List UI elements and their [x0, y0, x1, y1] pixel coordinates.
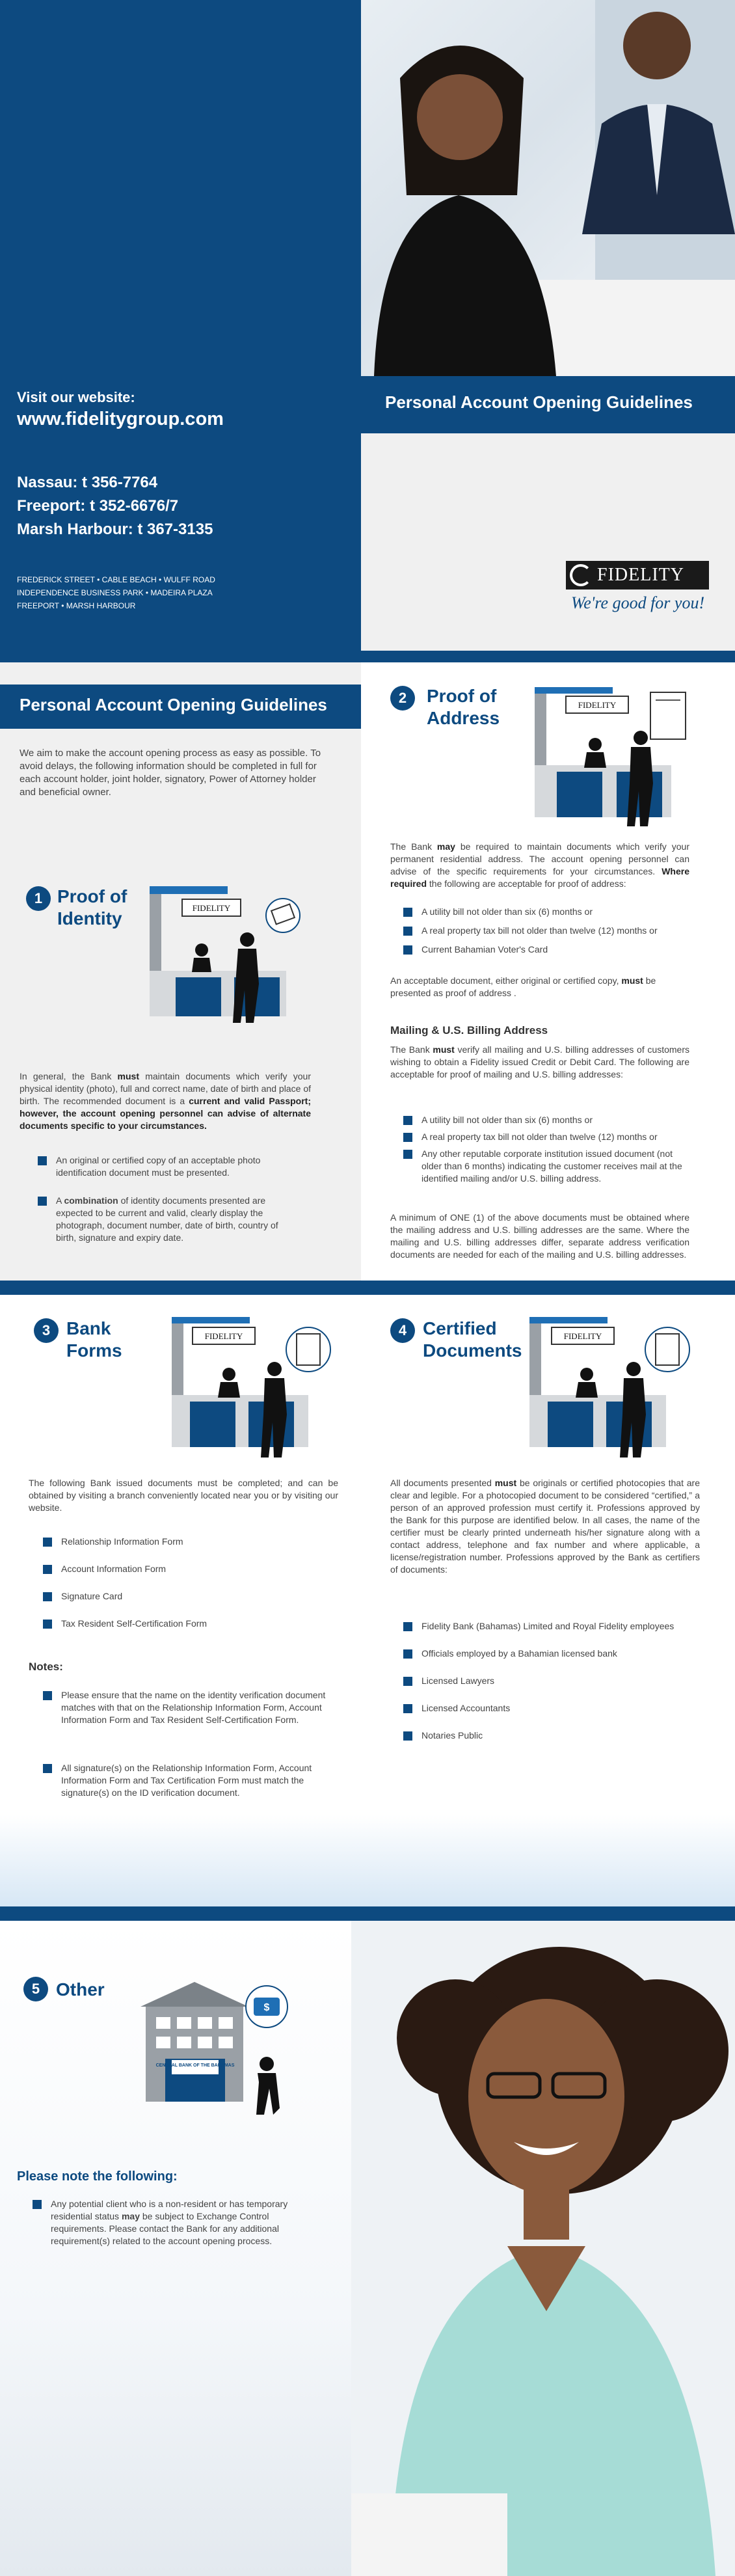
address-bullet-1 [403, 906, 689, 918]
bullet-square [43, 1538, 52, 1547]
bullet-square [38, 1197, 47, 1206]
cover-right-panel [361, 433, 735, 651]
other-note [33, 2198, 319, 2247]
address-text-where: Where required [390, 866, 689, 889]
bullet-square [43, 1565, 52, 1574]
address-accept-must: must [621, 975, 643, 986]
identity-text-must: must [117, 1071, 139, 1081]
svg-text:FIDELITY: FIDELITY [204, 1331, 243, 1341]
other-note-c: be subject to Exchange Control requirements. Please contact the Bank for any additional requirement(s) related to the account opening process. [51, 2211, 279, 2246]
address-line-3: FREEPORT • MARSH HARBOUR [17, 601, 136, 610]
intro-title: Personal Account Opening Guidelines [20, 695, 327, 714]
mailing-text [390, 1044, 689, 1081]
address-accept-c: be presented as proof of address . [390, 975, 656, 998]
bullet-square [403, 1677, 412, 1686]
address-text-may: may [436, 841, 455, 852]
other-note-title: Please note the following: [17, 2169, 178, 2184]
cover-left-panel [0, 0, 361, 651]
forms-bullet-2-text: Account Information Form [61, 1564, 167, 1574]
bullet-square [38, 1156, 47, 1165]
bullet-square [403, 1133, 412, 1142]
bullet-square [43, 1691, 52, 1700]
certified-bullet-1-text: Fidelity Bank (Bahamas) Limited and Royal Fidelity employees [421, 1621, 675, 1631]
mailing-text-must: must [433, 1044, 455, 1055]
identity-title-1: Proof of [57, 886, 127, 906]
notes-title: Notes: [29, 1661, 63, 1673]
bullet-square [43, 1592, 52, 1601]
other-number-badge: 5 [23, 1977, 48, 2001]
bullet-square [403, 927, 412, 936]
bullet-square [403, 1649, 412, 1659]
certified-bullet-5 [403, 1729, 702, 1742]
forms-bullet-3 [43, 1590, 329, 1603]
identity-bullet-1 [38, 1154, 298, 1179]
certified-bullet-1 [403, 1620, 702, 1633]
certified-bullet-4 [403, 1702, 702, 1715]
bullet-square [403, 1150, 412, 1159]
identity-number-badge: 1 [26, 886, 51, 911]
phone-nassau: Nassau: t 356-7764 [17, 474, 158, 491]
address-accept-a: An acceptable document, either original or certified copy, [390, 975, 622, 986]
identity-bullet-2-c: of identity documents presented are expected to be current and valid, clearly display the photograph, document number, date of birth, country of birth, signature and expiry date. [56, 1195, 278, 1243]
certified-number-badge: 4 [390, 1318, 415, 1343]
address-bullet-2-text: A real property tax bill not older than twelve (12) months or [421, 925, 658, 936]
certified-bullet-2-text: Officials employed by a Bahamian licensed bank [421, 1648, 617, 1659]
other-photo [351, 1921, 735, 2576]
address-line-1: FREDERICK STREET • CABLE BEACH • WULFF ROAD [17, 575, 215, 584]
bullet-square [43, 1620, 52, 1629]
mailing-bullet-1 [403, 1114, 689, 1126]
address-accept-text [390, 975, 689, 999]
cover-banner-title: Personal Account Opening Guidelines [385, 392, 693, 412]
identity-bullet-1-text: An original or certified copy of an acceptable photo identification document must be presented. [56, 1155, 261, 1178]
bullet-square [403, 908, 412, 917]
bullet-square [403, 1116, 412, 1125]
identity-text-a: In general, the Bank [20, 1071, 118, 1081]
address-title-1: Proof of [427, 686, 497, 706]
mailing-title: Mailing & U.S. Billing Address [390, 1024, 548, 1037]
address-text-a: The Bank [390, 841, 437, 852]
forms-text: The following Bank issued documents must be completed; and can be obtained by visiting a branch conveniently located near you or by visiting our website. [29, 1478, 338, 1513]
cover-photo [361, 0, 735, 376]
address-text-c: be required to maintain documents which verify your permanent residential address. The account opening personnel can advise of the specific requirements for your circumstances. [390, 841, 689, 876]
certified-title-1: Certified [423, 1318, 497, 1338]
note-1 [43, 1689, 336, 1726]
bank-teller-illustration [170, 1317, 333, 1459]
forms-bullet-4-text: Tax Resident Self-Certification Form [61, 1618, 207, 1629]
address-line-2: INDEPENDENCE BUSINESS PARK • MADEIRA PLAZA [17, 588, 213, 597]
address-bullet-3-text: Current Bahamian Voter's Card [421, 944, 548, 955]
address-title-2: Address [427, 708, 500, 728]
svg-text:$: $ [263, 2002, 270, 2013]
mailing-bullet-2 [403, 1131, 689, 1143]
mailing-bullet-3-text: Any other reputable corporate institution issued document (not older than 6 months) indicating the customer receives mail at the identified mailing and/or U.S. billing address. [421, 1148, 682, 1184]
certified-text-a: All documents presented [390, 1478, 495, 1488]
note-2 [43, 1762, 336, 1799]
svg-text:FIDELITY: FIDELITY [578, 700, 617, 710]
address-bullet-2 [403, 925, 689, 937]
certified-bullet-3-text: Licensed Lawyers [421, 1675, 495, 1686]
forms-bullet-3-text: Signature Card [61, 1591, 123, 1601]
note-1-text: Please ensure that the name on the identity verification document matches with that on the Relationship Information Form, Account Information Form and Tax Resident Self-Certification Form. [61, 1690, 326, 1725]
certified-bullet-2 [403, 1647, 702, 1660]
other-note-a: Any potential client who is a non-resident or has temporary residential status [51, 2199, 288, 2221]
identity-bullet-2-b: combination [64, 1195, 118, 1206]
svg-text:FIDELITY: FIDELITY [563, 1331, 602, 1341]
identity-title-2: Identity [57, 908, 122, 929]
visit-label: Visit our website: [17, 389, 135, 405]
bank-teller-illustration [533, 687, 702, 829]
identity-text-passport: current and valid Passport; however, the account opening personnel can advise of alternate documents specific to your circumstances. [20, 1096, 311, 1131]
other-title: Other [56, 1979, 105, 2000]
cover-bottom-stripe [0, 651, 735, 662]
mailing-bullet-2-text: A real property tax bill not older than twelve (12) months or [421, 1132, 658, 1142]
identity-text [20, 1070, 311, 1132]
svg-text:FIDELITY: FIDELITY [192, 903, 231, 913]
tagline: We're good for you! [571, 593, 705, 612]
address-text-e: the following are acceptable for proof of address: [427, 878, 626, 889]
bullet-square [43, 1764, 52, 1773]
page-divider-stripe [0, 1906, 735, 1921]
bank-teller-illustration [528, 1317, 697, 1459]
phone-freeport: Freeport: t 352-6676/7 [17, 497, 179, 515]
phone-marsh-harbour: Marsh Harbour: t 367-3135 [17, 521, 213, 538]
identity-text-c: maintain documents which verify your physical identity (photo), full and correct name, date of birth and place of birth. The recommended document is a [20, 1071, 311, 1106]
certified-bullet-4-text: Licensed Accountants [421, 1703, 511, 1713]
bullet-square [403, 1622, 412, 1631]
website-link[interactable]: www.fidelitygroup.com [17, 409, 224, 429]
forms-bullet-1-text: Relationship Information Form [61, 1536, 183, 1547]
intro-text: We aim to make the account opening process as easy as possible. To avoid delays, the following information should be completed in full for each account holder, joint holder, signatory, Power of Attorney holder and beneficial owner. [20, 748, 321, 798]
minimum-text: A minimum of ONE (1) of the above documents must be obtained where the mailing address and U.S. billing addresses are the same. Where the mailing and U.S. billing addresses differ, separate address verification documents are needed for each of the mailing and U.S. billing addresses. [390, 1212, 689, 1260]
fidelity-logo-text: FIDELITY [597, 565, 684, 585]
page-divider-stripe [0, 1281, 735, 1295]
forms-title-1: Bank [66, 1318, 111, 1338]
note-2-text: All signature(s) on the Relationship Information Form, Account Information Form and Tax Certification Form must match the signature(s) on the ID verification document. [61, 1763, 312, 1798]
identity-bullet-2-a: A [56, 1195, 64, 1206]
certified-bullet-5-text: Notaries Public [421, 1730, 483, 1741]
bullet-square [403, 945, 412, 955]
fidelity-logo [566, 561, 709, 590]
forms-title-2: Forms [66, 1340, 122, 1361]
certified-text-c: be originals or certified photocopies that are clear and legible. For a photocopied document to be considered “certified,” a person of an approved profession must certify it. Professions approved by the Bank for this purpose are identified below. In all cases, the name of the certifier must be clearly printed underneath his/her signature along with a contact address, telephone and fax number and where applicable, a license/registration number. Professions approved by the Bank as certifiers of documents: [390, 1478, 700, 1575]
address-bullet-3 [403, 943, 689, 956]
identity-bullet-2 [38, 1195, 298, 1244]
building-sign-text: CENTRAL BANK OF THE BAHAMAS [155, 2063, 235, 2068]
certified-bullet-3 [403, 1675, 702, 1687]
certified-title-2: Documents [423, 1340, 522, 1361]
address-number-badge: 2 [390, 686, 415, 711]
bank-teller-illustration [143, 886, 312, 1029]
other-note-may: may [121, 2211, 140, 2221]
address-text [390, 841, 689, 890]
bullet-square [33, 2200, 42, 2209]
fidelity-logo-mark [570, 564, 592, 586]
forms-bullet-2 [43, 1563, 329, 1575]
certified-text [390, 1477, 700, 1576]
mailing-bullet-3 [403, 1148, 689, 1185]
mailing-text-c: verify all mailing and U.S. billing addresses of customers wishing to obtain a Fidelity issued Credit or Debit Card. The following are acceptable for proof of mailing and U.S. billing addresses: [390, 1044, 689, 1079]
forms-bullet-4 [43, 1618, 329, 1630]
certified-text-must: must [494, 1478, 517, 1488]
bullet-square [403, 1704, 412, 1713]
mailing-text-a: The Bank [390, 1044, 433, 1055]
bullet-square [403, 1731, 412, 1741]
central-bank-illustration [139, 1978, 315, 2115]
mailing-bullet-1-text: A utility bill not older than six (6) months or [421, 1115, 593, 1125]
forms-number-badge: 3 [34, 1318, 59, 1343]
forms-bullet-1 [43, 1536, 329, 1548]
address-bullet-1-text: A utility bill not older than six (6) months or [421, 906, 593, 917]
